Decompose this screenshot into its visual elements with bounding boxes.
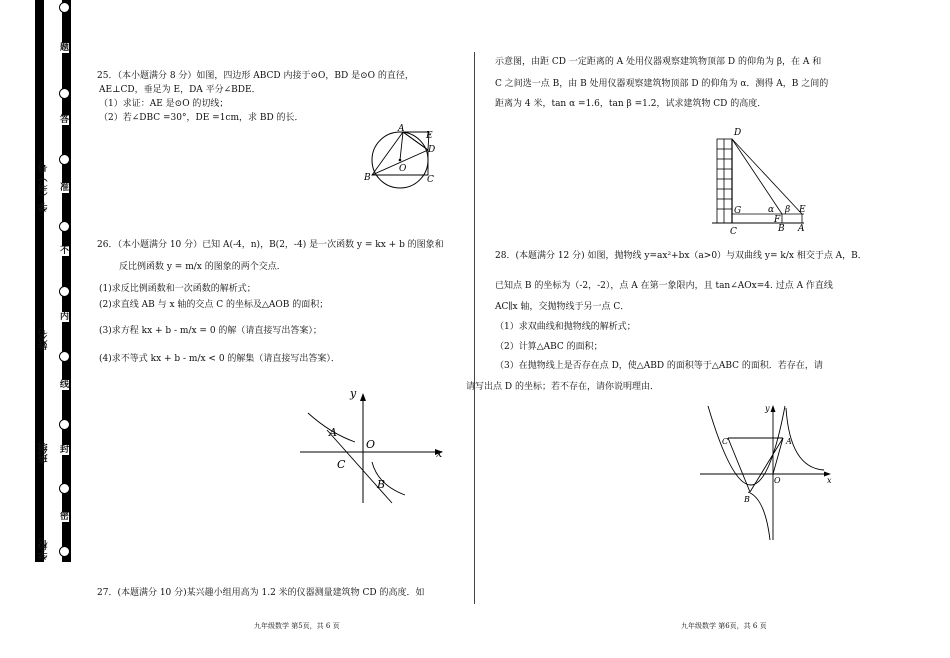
q27-stem-cont-2: C 之间选一点 B，由 B 处用仪器观察建筑物顶部 D 的仰角为 α．测得 A，B 之间的 [495,79,829,89]
q27-stem-cont: 示意图，由距 CD 一定距离的 A 处用仪器观察建筑物顶部 D 的仰角为 β，在 A 和 [495,57,822,67]
label-O: O [774,476,781,485]
label-A: A [786,437,792,446]
name-label: 姓名： [39,320,50,350]
binding-hole [59,286,70,297]
label-O: O [366,438,376,451]
label-B: B [364,173,371,183]
q28-stem-cont-2: AC∥x 轴，交抛物线于另一点 C． [495,302,630,312]
seal-char: 密 [60,512,70,522]
q25-circle-figure [360,118,445,190]
q25-part2: （2）若∠DBC =30°，DE =1cm，求 BD 的长． [99,113,304,123]
q27-building-figure [712,124,812,236]
q26-part1: (1)求反比例函数和一次函数的解析式； [99,284,256,294]
label-F: F [774,215,781,225]
binding-hole [59,154,70,165]
binding-hole [59,546,70,557]
label-G: G [734,206,742,216]
class-label: 班级： [39,433,50,463]
page-footer-right: 九年级数学 第6页，共 6 页 [681,622,767,630]
axis-label-x: x [827,476,832,485]
seal-char: 不 [60,246,70,256]
binding-hole [59,419,70,430]
binding-hole [59,483,70,494]
q26-part3: (3)求方程 kx + b - m/x = 0 的解（请直接写出答案）； [99,326,322,336]
page-divider [474,52,475,604]
label-O: O [399,164,407,174]
seal-char: 题 [60,43,70,53]
q27-stem: 27．(本题满分 10 分)某兴趣小组用高为 1.2 米的仪器测量建筑物 CD 的高度．如 [97,588,425,598]
label-B: B [744,495,750,504]
label-C: C [337,458,346,471]
label-E: E [426,131,433,141]
q28-parabola-graph [700,400,835,542]
label-beta: β [785,205,791,215]
label-C: C [722,437,729,446]
page-footer-left: 九年级数学 第5页，共 6 页 [254,622,340,630]
q25-stem: 25．（本小题满分 8 分）如图，四边形 ABCD 内接于⊙O，BD 是⊙O 的直径， [97,71,414,81]
q27-stem-cont-3: 距离为 4 米，tan α =1.6，tan β =1.2，试求建筑物 CD 的高度． [495,99,767,109]
school-label: 学校： [39,530,50,560]
seal-char: 答 [60,115,70,125]
q26-part4: (4)求不等式 kx + b - m/x < 0 的解集（请直接写出答案）． [99,354,340,364]
label-C: C [427,175,434,185]
q28-part3-cont: 请写出点 D 的坐标；若不存在，请你说明理由． [466,382,659,392]
binding-strip [35,0,71,562]
q28-part3: （3）在抛物线上是否存在点 D，使△ABD 的面积等于△ABC 的面积．若存在，请 [495,361,823,371]
label-B: B [778,224,785,234]
seal-char: 线 [60,380,70,390]
q25-part1: （1）求证：AE 是⊙O 的切线； [99,99,229,109]
label-D: D [428,145,436,155]
q25-stem-cont: AE⊥CD，垂足为 E，DA 平分∠BDE． [99,85,261,95]
seal-char: 内 [60,312,70,322]
q28-stem-cont: 已知点 B 的坐标为（-2，-2），点 A 在第一象限内，且 tan∠AOx=4. 过点 A 作直线 [495,281,833,291]
label-A: A [398,124,405,134]
label-alpha: α [768,205,775,215]
binding-hole [59,221,70,232]
q28-part2: （2）计算△ABC 的面积； [495,342,603,352]
q28-part1: （1）求双曲线和抛物线的解析式； [495,322,636,332]
q28-stem: 28．(本题满分 12 分) 如图，抛物线 y=ax²+bx（a>0）与双曲线 y= k/x 相交于点 A，B． [495,251,867,261]
axis-label-y: y [350,387,357,400]
q26-stem-cont: 反比例函数 y = m/x 的图象的两个交点． [119,262,286,272]
student-id-label: 学（考）号： [39,152,50,212]
axis-label-y: y [765,404,770,413]
binding-hole [59,88,70,99]
label-A: A [798,224,805,234]
q26-function-graph [300,385,450,510]
binding-hole [59,351,70,362]
binding-hole [59,2,70,13]
seal-char: 准 [60,183,70,193]
axis-label-x: x [436,447,443,460]
q26-stem: 26．（本小题满分 10 分）已知 A(-4，n)，B(2，-4) 是一次函数 y = kx + b 的图象和 [97,240,444,250]
seal-char: 封 [60,445,70,455]
label-D: D [734,128,742,138]
label-E: E [799,205,806,215]
label-C: C [730,227,737,236]
label-A: A [329,426,337,439]
label-B: B [377,478,386,491]
q26-part2: (2)求直线 AB 与 x 轴的交点 C 的坐标及△AOB 的面积； [99,300,329,310]
